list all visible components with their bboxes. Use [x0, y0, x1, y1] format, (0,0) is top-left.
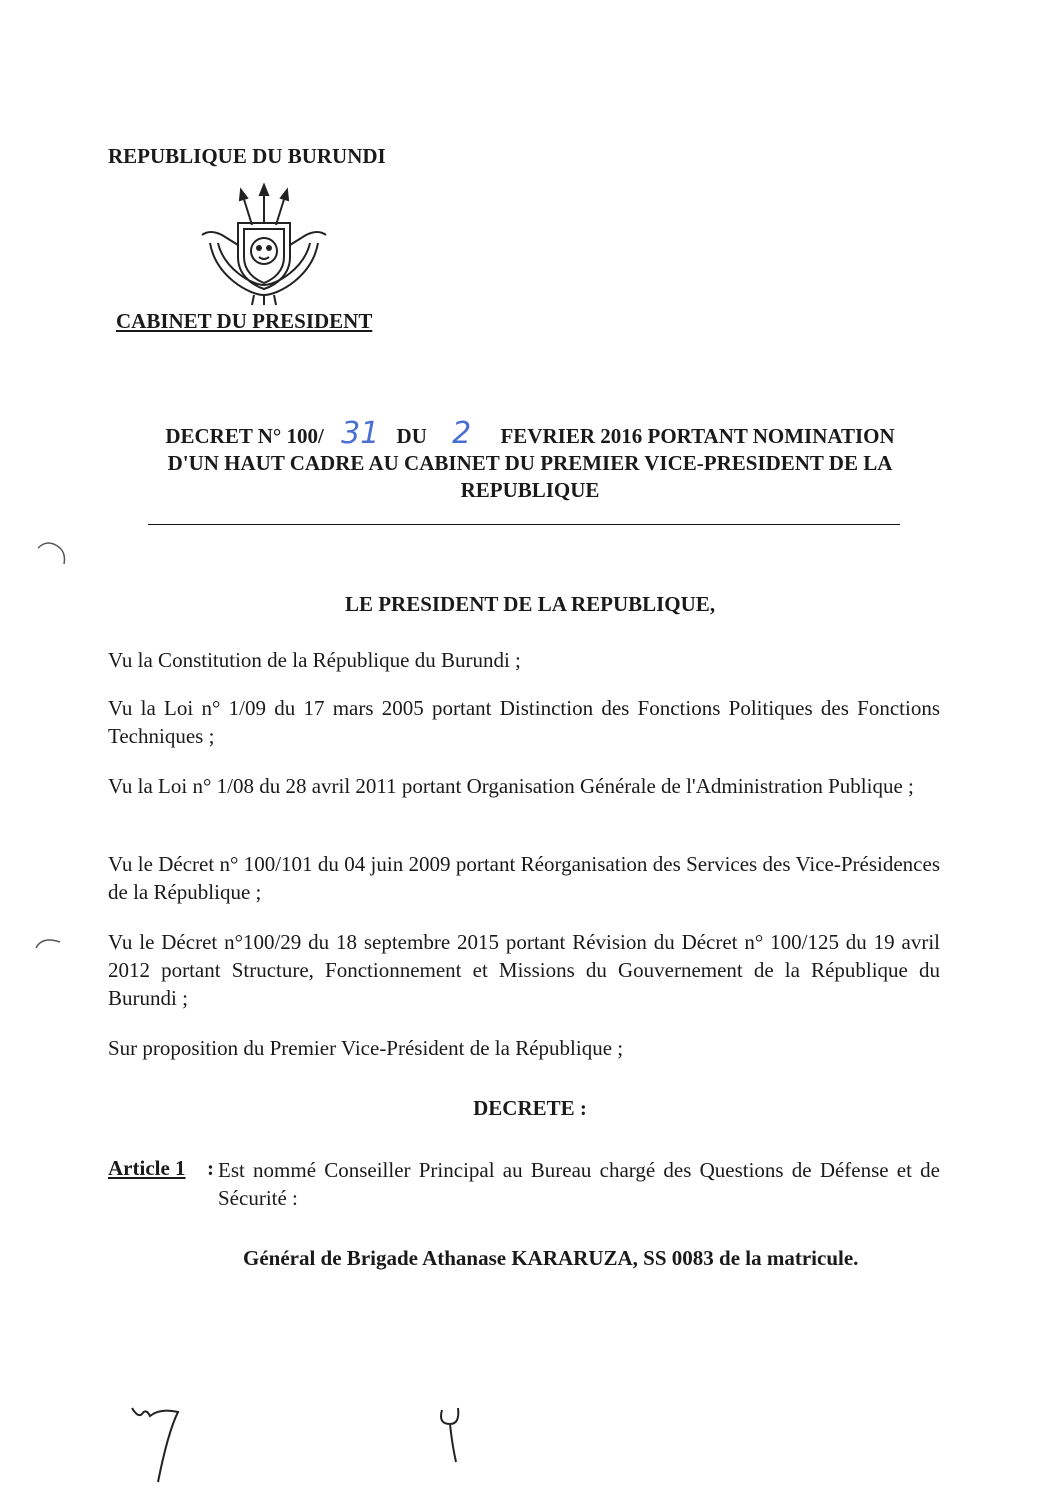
decree-title-line2: D'UN HAUT CADRE AU CABINET DU PREMIER VICE-PRESIDENT DE LA: [167, 451, 893, 475]
handwritten-initial-mark: [436, 1404, 466, 1466]
cabinet-title: CABINET DU PRESIDENT: [116, 309, 373, 333]
handwritten-day: 2: [452, 416, 472, 451]
article-1-colon: :: [207, 1156, 214, 1180]
decree-title-rest: FEVRIER 2016 PORTANT NOMINATION: [500, 424, 895, 448]
article-1-label: Article 1: [108, 1156, 186, 1180]
handwritten-initial-mark: [128, 1400, 184, 1486]
nominee-name: Général de Brigade Athanase KARARUZA, SS 0083 de la matricule.: [243, 1246, 859, 1270]
title-divider: [148, 524, 900, 525]
decree-title: [110, 416, 950, 504]
punch-hole-mark: [34, 536, 66, 572]
decrete-heading-text: DECRETE :: [473, 1096, 587, 1120]
consideration-paragraph: Vu la Loi n° 1/09 du 17 mars 2005 portant Distinction des Fonctions Politiques des Fonctions Techniques ;: [108, 696, 940, 748]
decree-title-line1: [110, 416, 950, 451]
handwritten-decree-number: 31: [341, 416, 380, 451]
decree-du: DU: [396, 424, 427, 448]
consideration-paragraph: Vu la Loi n° 1/08 du 28 avril 2011 portant Organisation Générale de l'Administration Publique ;: [108, 774, 914, 798]
country-title: REPUBLIQUE DU BURUNDI: [108, 144, 386, 168]
decrete-heading: [110, 1096, 950, 1121]
president-heading: LE PRESIDENT DE LA REPUBLIQUE,: [344, 592, 716, 616]
consideration-paragraph: Sur proposition du Premier Vice-Président de la République ;: [108, 1036, 624, 1060]
decree-prefix: DECRET N° 100/: [165, 424, 324, 448]
consideration-paragraph: Vu le Décret n° 100/101 du 04 juin 2009 portant Réorganisation des Services des Vice-Présidences de la République ;: [108, 852, 940, 904]
consideration-paragraph: Vu la Constitution de la République du Burundi ;: [108, 648, 521, 672]
consideration-paragraph: Vu le Décret n°100/29 du 18 septembre 2015 portant Révision du Décret n° 100/125 du 19 avril 2012 portant Structure, Fonctionnement et Missions du Gouvernement de la République du Burundi ;: [108, 930, 940, 1010]
coat-of-arms-emblem: [196, 183, 332, 307]
article-1-text: Est nommé Conseiller Principal au Bureau chargé des Questions de Défense et de Sécurité :: [218, 1158, 940, 1210]
punch-hole-mark: [32, 930, 64, 960]
decree-title-line3: REPUBLIQUE: [460, 478, 600, 502]
